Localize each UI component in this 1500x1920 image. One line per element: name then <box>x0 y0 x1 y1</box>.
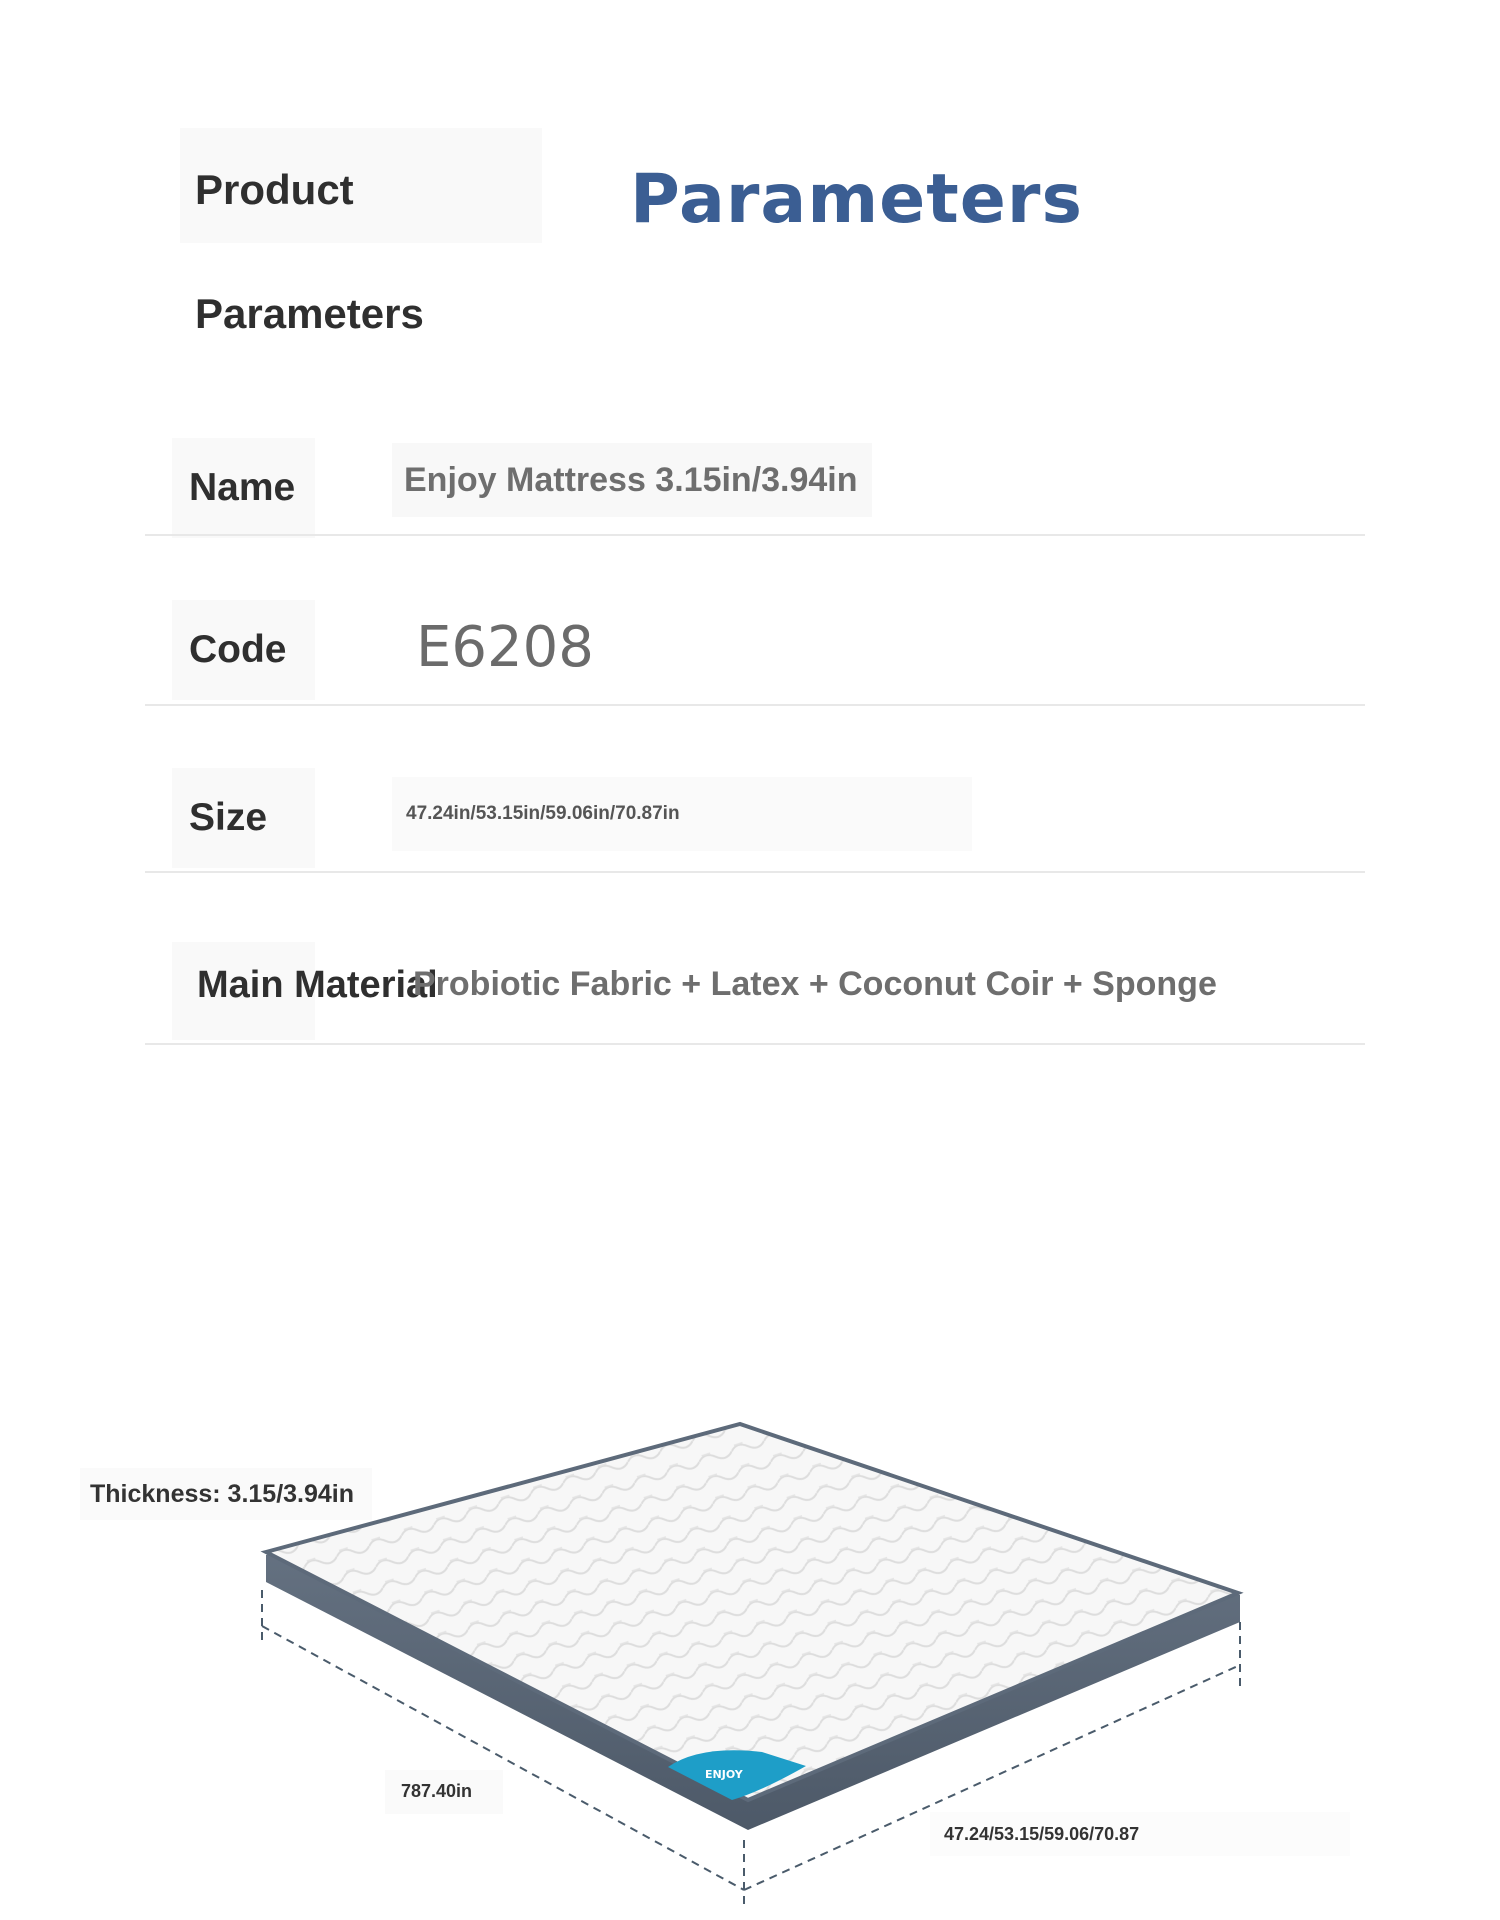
parameters-title: Parameters <box>630 160 1083 239</box>
param-value-size: 47.24in/53.15in/59.06in/70.87in <box>392 777 972 851</box>
param-value-material: Probiotic Fabric + Latex + Coconut Coir + Sponge <box>413 965 1217 1003</box>
width-note: 47.24/53.15/59.06/70.87 <box>944 1824 1140 1844</box>
param-label-material: Main Material <box>197 964 438 1006</box>
row-divider <box>145 1043 1365 1045</box>
length-note: 787.40in <box>401 1781 473 1801</box>
param-value-code: E6208 <box>416 615 594 680</box>
product-parameters-label: Product Parameters <box>180 128 542 243</box>
param-value-name: Enjoy Mattress 3.15in/3.94in <box>392 443 872 517</box>
brand-logo-text: ENJOY <box>705 1768 743 1781</box>
row-divider <box>145 534 1365 536</box>
mattress-top <box>266 1424 1238 1800</box>
thickness-note: Thickness: 3.15/3.94in <box>90 1480 355 1508</box>
row-divider <box>145 871 1365 873</box>
param-label-name: Name <box>172 438 315 538</box>
param-label-size: Size <box>172 768 315 868</box>
row-divider <box>145 704 1365 706</box>
param-label-code: Code <box>172 600 315 700</box>
